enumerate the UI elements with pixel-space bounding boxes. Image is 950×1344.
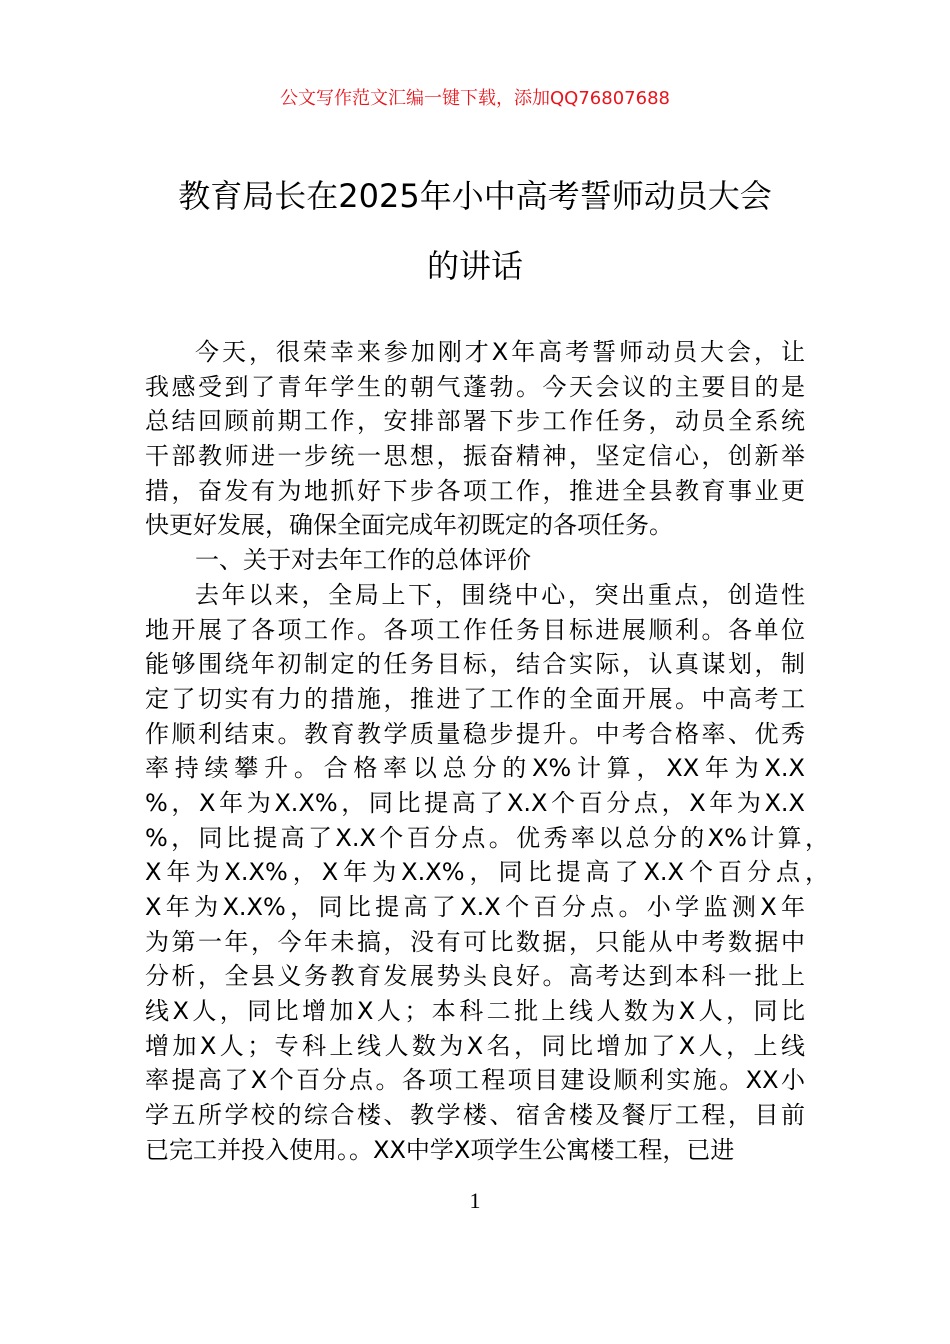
text-line: 率持续攀升。合格率以总分的X%计算，XX年为X.X: [145, 754, 805, 783]
text-line: 为第一年，今年未搞，没有可比数据，只能从中考数据中: [145, 927, 805, 956]
text-line: 总结回顾前期工作，安排部署下步工作任务，动员全系统: [145, 407, 805, 436]
text-line: 定了切实有力的措施，推进了工作的全面开展。中高考工: [145, 684, 805, 713]
text-line: X年为X.X%，X年为X.X%，同比提高了X.X个百分点，: [145, 858, 829, 887]
page-number: 1: [469, 1188, 481, 1213]
text-line: 能够围绕年初制定的任务目标，结合实际，认真谋划，制: [145, 650, 805, 679]
document-title-line-1: 教育局长在2025年小中高考誓师动员大会: [178, 177, 772, 215]
text-line: 地开展了各项工作。各项工作任务目标进展顺利。各单位: [145, 615, 805, 644]
text-line: 学五所学校的综合楼、教学楼、宿舍楼及餐厅工程，目前: [145, 1101, 805, 1130]
text-line: 一、关于对去年工作的总体评价: [195, 546, 531, 575]
text-line: %，X年为X.X%，同比提高了X.X个百分点，X年为X.X: [145, 788, 805, 817]
text-line: 已完工并投入使用。。XX中学X项学生公寓楼工程，已进: [145, 1135, 735, 1164]
watermark-header: 公文写作范文汇编一键下载，添加QQ76807688: [280, 88, 670, 109]
text-line: X年为X.X%，同比提高了X.X个百分点。小学监测X年: [145, 893, 805, 921]
text-line: 干部教师进一步统一思想，振奋精神，坚定信心，创新举: [145, 442, 805, 471]
text-line: 率提高了X个百分点。各项工程项目建设顺利实施。XX小: [145, 1066, 805, 1095]
text-line: 我感受到了青年学生的朝气蓬勃。今天会议的主要目的是: [145, 372, 805, 401]
text-line: 今天，很荣幸来参加刚才X年高考誓师动员大会，让: [195, 338, 805, 366]
text-line: 快更好发展，确保全面完成年初既定的各项任务。: [145, 511, 673, 540]
text-line: %，同比提高了X.X个百分点。优秀率以总分的X%计算，: [145, 823, 829, 852]
document-body: [145, 335, 829, 1168]
text-line: 去年以来，全局上下，围绕中心，突出重点，创造性: [195, 580, 805, 609]
text-line: 措，奋发有为地抓好下步各项工作，推进全县教育事业更: [145, 476, 805, 505]
text-line: 作顺利结束。教育教学质量稳步提升。中考合格率、优秀: [145, 719, 805, 748]
document-title-line-2: 的讲话: [426, 247, 523, 285]
text-line: 线X人，同比增加X人；本科二批上线人数为X人，同比: [145, 997, 805, 1026]
text-line: 分析，全县义务教育发展势头良好。高考达到本科一批上: [145, 962, 805, 991]
text-line: 增加X人；专科上线人数为X名，同比增加了X人，上线: [145, 1031, 805, 1060]
